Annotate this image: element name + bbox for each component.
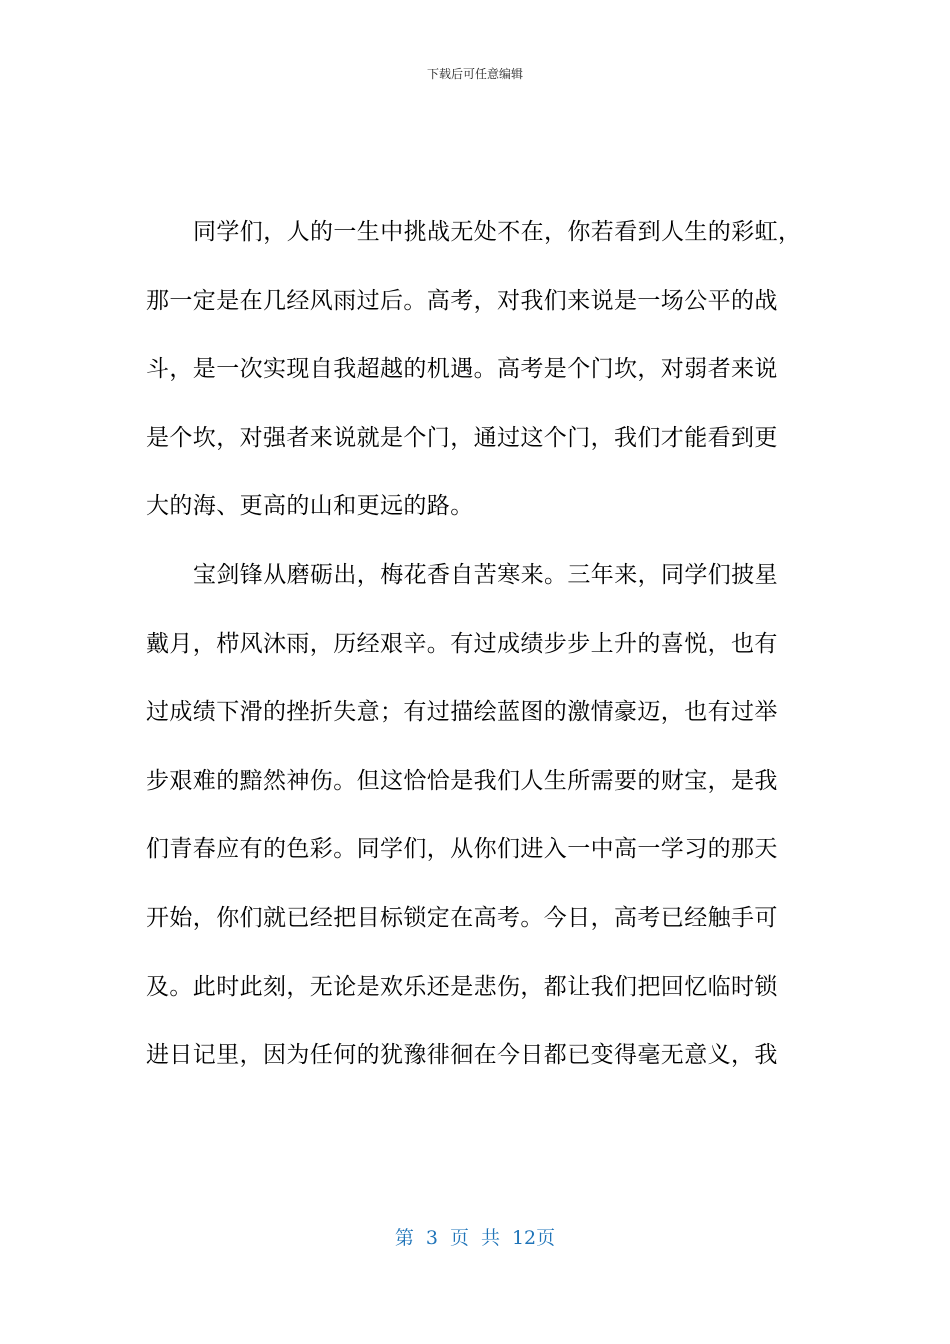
footer-total-unit: 页	[536, 1227, 556, 1249]
footer-prefix: 第	[394, 1227, 414, 1249]
document-body	[146, 198, 801, 1090]
page-header: 下载后可任意编辑	[426, 67, 523, 81]
text-line: 同学们，人的一生中挑战无处不在，你若看到人生的彩虹，	[193, 219, 802, 245]
paragraph-1	[146, 198, 801, 541]
paragraph-2	[146, 541, 801, 1090]
footer-total-prefix: 共	[480, 1227, 500, 1249]
text-line: 开始，你们就已经把目标锁定在高考。今日，高考已经触手可	[146, 904, 778, 931]
footer-page-unit: 页	[449, 1227, 469, 1249]
text-line: 及。此时此刻，无论是欢乐还是悲伤，都让我们把回忆临时锁	[146, 973, 778, 1000]
text-line: 那一定是在几经风雨过后。高考，对我们来说是一场公平的战	[146, 287, 778, 314]
text-line: 是个坎，对强者来说就是个门，通过这个门，我们才能看到更	[146, 424, 778, 451]
page-footer	[0, 1226, 950, 1250]
text-line: 们青春应有的色彩。同学们，从你们进入一中高一学习的那天	[146, 836, 778, 863]
total-pages: 12	[511, 1227, 537, 1249]
text-line: 斗，是一次实现自我超越的机遇。高考是个门坎，对弱者来说	[146, 356, 778, 383]
text-line: 戴月，栉风沐雨，历经艰辛。有过成绩步步上升的喜悦，也有	[146, 630, 778, 657]
text-line: 过成绩下滑的挫折失意；有过描绘蓝图的激情豪迈，也有过举	[146, 699, 778, 726]
text-line: 进日记里，因为任何的犹豫徘徊在今日都已变得毫无意义，我	[146, 1042, 778, 1069]
page-number: 3	[425, 1227, 438, 1249]
text-line: 大的海、更高的山和更远的路。	[146, 493, 474, 520]
text-line: 宝剑锋从磨砺出，梅花香自苦寒来。三年来，同学们披星	[193, 561, 778, 588]
text-line: 步艰难的黯然神伤。但这恰恰是我们人生所需要的财宝，是我	[146, 767, 778, 794]
